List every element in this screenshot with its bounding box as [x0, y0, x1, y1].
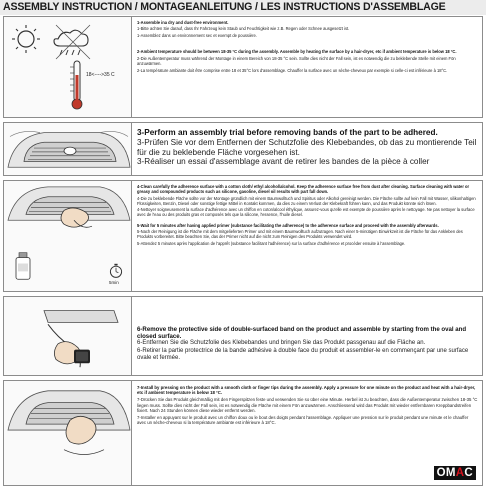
step-1-line-fr: 1-Assemblez dans un environnement sec et exempt de poussière. [137, 32, 257, 38]
step-3-line-en: 3-Perform an assembly trial before removing bands of the part to be adhered. [137, 128, 438, 137]
step-1-2-text [137, 20, 478, 74]
illustration-peel-tape [4, 297, 132, 375]
step-7-line-de: 7-Drücken Sie das Produkt gleichmäßig mit den Fingerspitzen feste und verwenden Sie so über eine Minute. Herbel ist zu beachten, dass die Außentemperatur zwischen 18-35 °C liegen muss. Sollte dies nicht der Fall sein, ist es notwendig die Fläche mit einem Fön anzuwärmen. Anschliessend wird das Produkt mit wieder entfernbaren Kreppbandstreifen fixiert. Nach 24 Stunden können diese wieder entfernt werden. [137, 397, 478, 414]
panel-step-6 [3, 296, 483, 376]
step-2-line-de: 2-Die Außentemperatur muss während der Montage in einem Bereich von 18-35 °C sein. Sollte dies nicht der Fall sein, ist es notwendig die zu beklebende Stelle mit einem Fön anzuwärmen. [137, 55, 456, 67]
panel-step-4-5 [3, 180, 483, 292]
logo-part-c: C [464, 467, 473, 479]
panel-step-1-2 [3, 16, 483, 118]
car-front-icon [4, 123, 132, 175]
logo-part-om: OM [436, 467, 456, 479]
page-title: ASSEMBLY INSTRUCTION / MONTAGEANLEITUNG / LES INSTRUCTIONS D'ASSEMBLAGE [3, 1, 446, 13]
omac-logo [434, 466, 476, 480]
step-6-line-en: 6-Remove the protective side of double-surfaced band on the product and assemble by starting from the oval and closed surface. [137, 326, 467, 341]
illustration-car-front [4, 123, 132, 175]
panel-step-7 [3, 380, 483, 486]
step-7-line-fr: 7-Installer en appuyant sur le produit avec un chiffon doux ou le bout des doigts pendant l'assemblage. Appliquer une pression sur le produit pendant une minute et le chauffer avec un sèche-cheveux si la température ambiante est inférieure à 18°C. [137, 414, 469, 426]
sun-rain-thermometer-icon [4, 17, 132, 117]
illustration-cleaning [4, 181, 132, 291]
step-5-line-fr: 5-Attendez 5 minutes après l'application de l'apprêt (substance facilitant l'adhérence) sur la surface d'adhérence et procéder ensuite à l'assemblage. [137, 240, 406, 246]
step-1-line-de: 1-Bitte achten Sie darauf, dass Ihr Fahrzeug kein Staub und Feuchtigkeit wie z.B. Regen oder Schnee ausgesetzt ist. [137, 26, 350, 32]
step-6-text [137, 326, 478, 362]
step-6-line-de: 6-Entfernen Sie die Schutzfolie des Klebebandes und bringen Sie das Produkt passgenau auf die Fläche an. [137, 340, 426, 347]
timer-icon [108, 263, 124, 279]
step-5-line-en: 5-Wait for 5 minutes after having applied primer (substance facilitating the adherence) to the adherence surface and proceed with the assembly afterwards. [137, 222, 439, 228]
step-7-line-en: 7-Install by pressing on the product with a smooth cloth or finger tips during the assembly. Apply a pressure for one minute on the product and heat with a hair-dryer, etc if ambient temperature is below 18 °C. [137, 385, 476, 396]
step-7-text [137, 385, 478, 427]
illustration-environment [4, 17, 132, 117]
illustration-press-product [4, 381, 132, 485]
header-bar [0, 0, 486, 15]
step-4-line-de: 4-Die zu beklebende Fläche sollte vor der Montage gründlich mit einem Baumwolltuch und Spiritus oder Alkohol gereinigt werden. Die Fläche sollte auf kein Fall mit Wasser, silikonhaltigen Flüssigkeiten, Benzin, Diesel oder sonstige fettige Mittel in Kontakt kommen, da dies zu einem Verlust der Klebekraft führen kann, und das Produkt könnte sich lösen. [137, 195, 476, 206]
step-4-line-en: 4-Clean carefully the adherence surface with a cotton cloth/ ethyl alcohol/alcohol. Keep the adherence surface free from dust after cleaning. Surface cleaning with water or greasy and compounded products such as silicone, gasoline, diesel oil results with part fall down. [137, 184, 470, 195]
peel-tape-icon [4, 297, 132, 375]
logo-part-a: A [455, 467, 465, 479]
step-6-line-fr: 6-Retirer la partie protectrice de la bande adhésive à double face du produit et assembler-le en commençant par une surface ovale et fermée. [137, 347, 469, 361]
step-3-line-de: 3-Prüfen Sie vor dem Entfernen der Schutzfolie des Klebebandes, ob das zu montierende Teil für die zu beklebende Fläche vorgesehen ist. [137, 137, 477, 157]
step-4-line-fr: 4-Nettoyer soigneusement la surface d'adhérence avec un chiffon en coton/alcool éthylique, assurez-vous qu'elle est exempte de poussière après le nettoyage. Ne pas nettoyer la surface avec de l'eau ou des produits gras et composés tels que la silicone, l'essence, l'huile diesel. [137, 207, 475, 218]
press-hand-icon [4, 381, 132, 485]
step-2-line-fr: 2-La température ambiante doit être comprise entre 18 et 35°C lors d'assemblage. Chauffer la surface avec un sèche-cheveux par exemple si celle-ci est inférieure à 18°C. [137, 67, 448, 73]
step-1-line-en: 1-Assemble ina dry and dust-free environment. [137, 20, 229, 25]
panel-step-3 [3, 122, 483, 176]
temperature-range-label: 18<---->35 C [86, 72, 115, 78]
step-3-text [137, 128, 478, 167]
step-5-line-de: 5-Nach der Reinigung ist die Fläche mit dem mitgelieferten Primer und mit einem Baumwolltuch aufzutragen. Nach einer 5-minütigen Einwirkzeit ist die Fläche für das Ankleben des Produkts vorbereitet. Bitte beachten Sie, das der Primer nicht auf die nicht zum Reinigen des Produkts verwendet wird. [137, 229, 463, 240]
step-3-line-fr: 3-Réaliser un essai d'assemblage avant de retirer les bandes de la pièce à coller [137, 157, 430, 167]
step-4-5-text [137, 184, 478, 247]
timer-label: 5min [109, 280, 119, 285]
step-2-line-en: 2-Ambient temperature should be between 18-35 °C during the assembly. Assemble by heating the surface by a hair-dryer, etc if ambient temperature is below 18 °C. [137, 49, 457, 55]
